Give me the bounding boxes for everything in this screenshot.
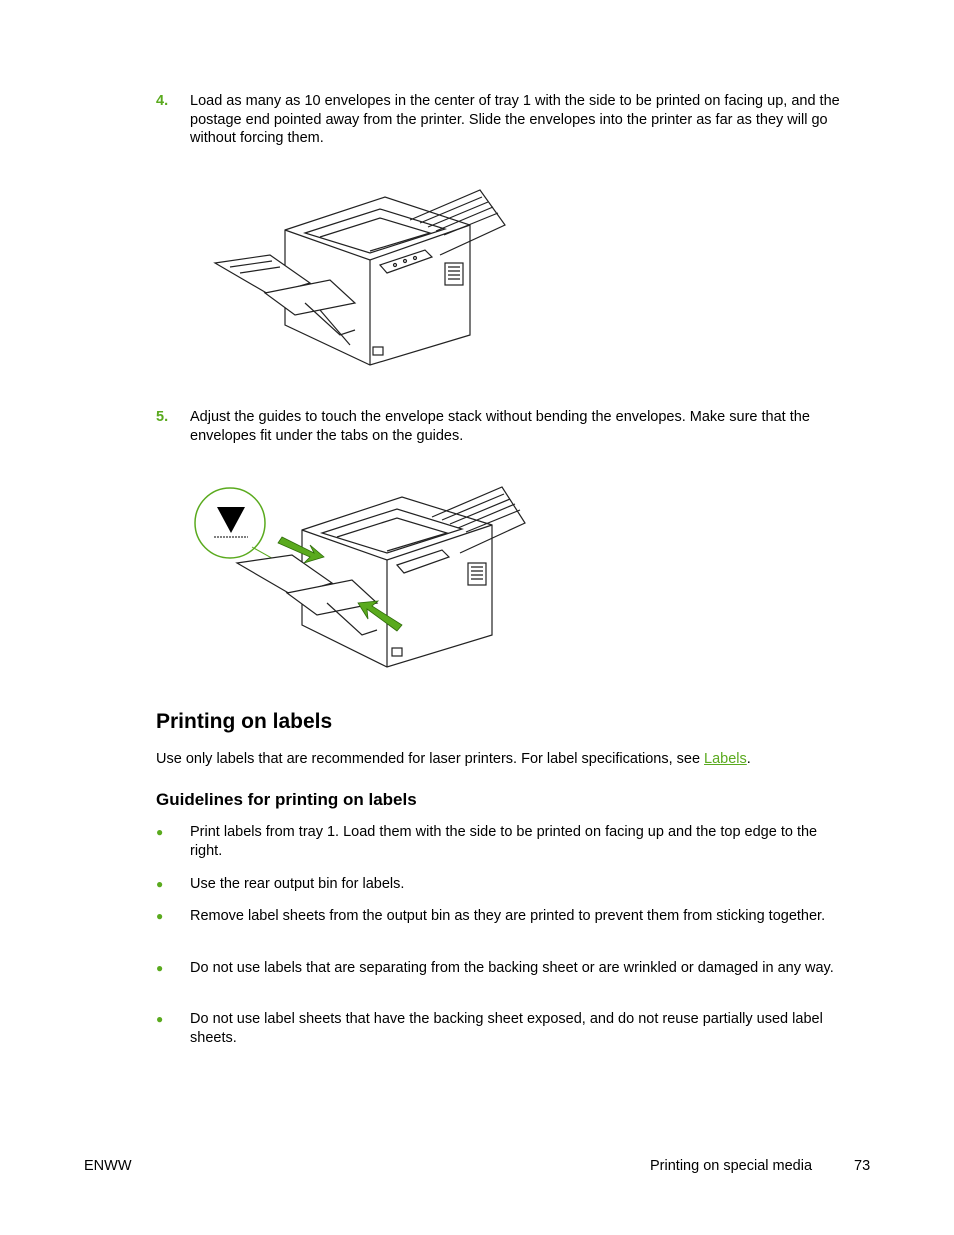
- footer-section-name: Printing on special media: [650, 1158, 813, 1174]
- list-item-text: Do not use label sheets that have the backing sheet exposed, and do not reuse partially used label sheets.: [190, 1011, 823, 1046]
- subsection-title: Guidelines for printing on labels: [156, 790, 417, 809]
- bullet-icon: ●: [156, 961, 164, 975]
- footer-left: ENWW: [84, 1158, 132, 1174]
- intro-end: .: [746, 751, 751, 767]
- list-item-text: Print labels from tray 1. Load them with the side to be printed on facing up and the top edge to the right.: [190, 824, 818, 859]
- step-text: Adjust the guides to touch the envelope stack without bending the envelopes. Make sure that the envelopes fit under the tabs on the guides.: [190, 409, 810, 444]
- list-item-text: Do not use labels that are separating from the backing sheet or are wrinkled or damaged in any way.: [190, 960, 834, 976]
- list-item-text: Remove label sheets from the output bin as they are printed to prevent them from sticking together.: [190, 908, 826, 924]
- step-number: 4.: [156, 93, 169, 109]
- bullet-icon: ●: [156, 877, 164, 891]
- printer-guides-adjust-illustration: [192, 485, 532, 670]
- footer-page-number: 73: [854, 1158, 871, 1174]
- bullet-icon: ●: [156, 1012, 164, 1026]
- list-item-text: Use the rear output bin for labels.: [190, 876, 405, 892]
- printer-envelope-loading-illustration: [210, 185, 510, 370]
- bullet-icon: ●: [156, 825, 164, 839]
- step-number: 5.: [156, 409, 169, 425]
- intro-text: Use only labels that are recommended for laser printers. For label specifications, see: [156, 751, 705, 767]
- labels-link[interactable]: Labels: [704, 751, 747, 767]
- section-intro: [156, 750, 856, 769]
- bullet-icon: ●: [156, 909, 164, 923]
- step-text: Load as many as 10 envelopes in the center of tray 1 with the side to be printed on facing up, and the postage end pointed away from the printer. Slide the envelopes into the printer as far as they will go without forcing them.: [190, 93, 840, 146]
- section-title: Printing on labels: [156, 710, 333, 733]
